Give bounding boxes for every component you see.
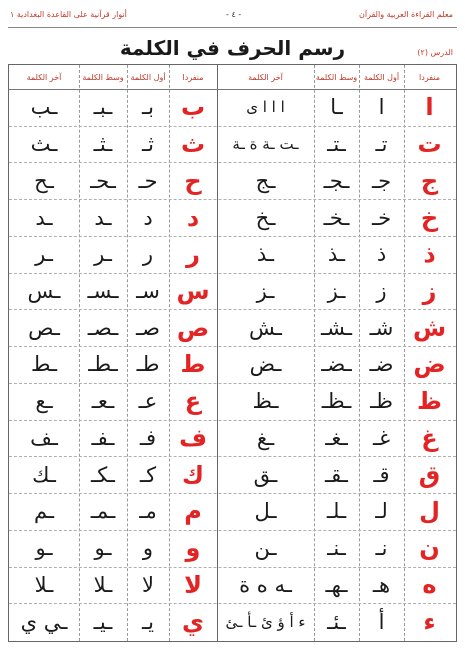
column-header-medial: وسط الكلمة	[82, 72, 124, 82]
letter-form: ـط	[30, 352, 58, 377]
header-series-title: أنوار قرآنية على القاعدة البغدادية ١	[10, 10, 127, 19]
isolated-letter: ا	[425, 93, 434, 122]
letter-form: ـح	[34, 168, 54, 193]
isolated-letter: ع	[184, 387, 202, 416]
header-divider	[8, 27, 457, 28]
page-number: - ٤ -	[226, 10, 242, 19]
lesson-label: الدرس (٢)	[417, 48, 453, 57]
isolated-letter: ق	[418, 460, 441, 489]
letter-form: ـمـ	[90, 499, 116, 524]
isolated-letter: ك	[182, 460, 204, 489]
letter-form: ـحـ	[90, 168, 116, 193]
letter-form: سـ	[136, 279, 160, 304]
isolated-letter: س	[176, 277, 210, 306]
isolated-letter: ف	[179, 423, 207, 452]
letter-form: ـضـ	[321, 352, 352, 377]
isolated-letter: ذ	[423, 240, 436, 269]
letter-form: نـ	[375, 536, 388, 561]
letter-form: ـذ	[256, 242, 275, 267]
letter-form: لـ	[375, 499, 388, 524]
letter-form: ـلا	[93, 572, 113, 597]
letter-form: صـ	[136, 315, 160, 340]
isolated-letter: ظ	[417, 387, 442, 416]
isolated-letter: و	[185, 534, 201, 563]
letter-form: د	[143, 205, 153, 230]
letter-form: ـل	[254, 499, 277, 524]
column-header-initial: أول الكلمة	[363, 72, 400, 82]
letter-form: ـث	[30, 132, 58, 157]
isolated-letter: ز	[422, 277, 437, 306]
letter-form: ـد	[35, 205, 53, 230]
letter-form: بـ	[142, 95, 154, 120]
letter-form: ـثـ	[93, 132, 113, 157]
letter-form: ر	[142, 242, 154, 267]
letter-form: أ	[378, 609, 385, 634]
letter-form: ـظ	[252, 389, 279, 414]
letter-form: لا	[142, 572, 154, 597]
isolated-letter: ث	[180, 130, 206, 159]
isolated-letter: ب	[180, 93, 206, 122]
letter-form: ـلا	[34, 572, 54, 597]
letter-forms-table	[8, 64, 457, 642]
letter-form: كـ	[139, 462, 157, 487]
letter-form: ـص	[28, 315, 60, 340]
letter-form: ا	[378, 95, 385, 120]
page-title: رسم الحرف في الكلمة	[119, 36, 346, 60]
isolated-letter: غ	[421, 423, 438, 452]
letter-form: ـو	[35, 536, 53, 561]
letter-form: حـ	[138, 168, 158, 193]
letter-form: ظـ	[370, 389, 393, 414]
letter-form: ـجـ	[323, 168, 350, 193]
letter-form: غـ	[372, 425, 391, 450]
letter-form: ـز	[327, 279, 346, 304]
letter-form: ـيـ	[93, 609, 113, 634]
isolated-letter: ي	[182, 607, 204, 636]
column-header-final: آخر الكلمة	[26, 72, 62, 82]
letter-form: ضـ	[369, 352, 394, 377]
letter-form: هـ	[372, 572, 391, 597]
letter-form: ء أ ؤ ئ ـأ ـئ	[225, 612, 306, 631]
letter-form: ـكـ	[91, 462, 115, 487]
letter-form: ـبـ	[93, 95, 113, 120]
isolated-letter: ح	[184, 166, 202, 195]
letter-form: ـا	[330, 95, 343, 120]
letter-form: تـ	[375, 132, 388, 157]
column-header-initial: أول الكلمة	[130, 72, 166, 82]
letter-form: ـج	[255, 168, 276, 193]
letter-form: ـظـ	[321, 389, 352, 414]
letter-form: ذ	[376, 242, 387, 267]
letter-form: ا ا ا ى	[246, 98, 285, 117]
letter-form: مـ	[139, 499, 157, 524]
letter-form: طـ	[136, 352, 160, 377]
isolated-letter: ل	[419, 497, 440, 526]
isolated-letter: ن	[419, 534, 440, 563]
letter-form: ـش	[249, 315, 282, 340]
isolated-letter: ص	[176, 313, 210, 342]
letter-form: ـئـ	[327, 609, 346, 634]
letter-form: ـي ي	[20, 609, 68, 634]
isolated-letter: ه	[422, 570, 437, 599]
letter-form: و	[142, 536, 154, 561]
letter-form: خـ	[371, 205, 392, 230]
letter-form: فـ	[139, 425, 157, 450]
header-book-title: معلم القراءة العربية والقرآن	[359, 10, 453, 19]
letter-form: شـ	[369, 315, 394, 340]
isolated-letter: م	[184, 497, 202, 526]
letter-form: ـغـ	[325, 425, 348, 450]
letter-form: ـق	[253, 462, 278, 487]
isolated-letter: ت	[417, 130, 442, 159]
column-header-final: آخر الكلمة	[248, 72, 283, 82]
letter-form: ـه ه ة	[239, 572, 292, 597]
letter-form: ـفـ	[91, 425, 115, 450]
letter-form: ـصـ	[87, 315, 119, 340]
letter-form: ـشـ	[320, 315, 353, 340]
letter-form: ـذ	[327, 242, 346, 267]
column-header-isolated: منفردا	[182, 72, 204, 82]
isolated-letter: ش	[412, 313, 447, 342]
letter-form: ـخ	[255, 205, 276, 230]
letter-form: ـو	[94, 536, 112, 561]
letter-form: ـع	[35, 389, 53, 414]
letter-form: ـتـ	[327, 132, 346, 157]
letter-form: ـغ	[256, 425, 275, 450]
letter-form: ـر	[94, 242, 112, 267]
letter-form: ـت ـة ة ـة	[232, 135, 299, 154]
letter-form: ـقـ	[325, 462, 348, 487]
letter-form: ـس	[27, 279, 61, 304]
letter-form: ـلـ	[326, 499, 347, 524]
letter-form: ـم	[33, 499, 55, 524]
isolated-letter: ج	[420, 166, 439, 195]
letter-form: ـهـ	[325, 572, 348, 597]
letter-form: ـنـ	[327, 536, 346, 561]
letter-form: ـر	[35, 242, 53, 267]
isolated-letter: ء	[423, 607, 436, 636]
column-header-isolated: منفردا	[419, 72, 440, 82]
letter-form: ـعـ	[91, 389, 115, 414]
letter-form: يـ	[142, 609, 154, 634]
letter-form: عـ	[138, 389, 158, 414]
isolated-letter: د	[186, 203, 200, 232]
column-header-medial: وسط الكلمة	[315, 72, 358, 82]
isolated-letter: ط	[180, 350, 206, 379]
letter-form: ـب	[30, 95, 58, 120]
isolated-letter: خ	[420, 203, 439, 232]
letter-form: ـطـ	[88, 352, 118, 377]
isolated-letter: ض	[413, 350, 446, 379]
letter-form: ـن	[254, 536, 277, 561]
letter-form: ـض	[249, 352, 282, 377]
letter-form: قـ	[373, 462, 390, 487]
isolated-letter: لا	[184, 570, 202, 599]
letter-form: ـز	[256, 279, 275, 304]
letter-form: ـك	[32, 462, 56, 487]
letter-form: ـسـ	[87, 279, 119, 304]
letter-form: ـف	[30, 425, 58, 450]
isolated-letter: ر	[186, 240, 200, 269]
letter-form: ثـ	[142, 132, 154, 157]
letter-form: جـ	[371, 168, 392, 193]
letter-form: ـخـ	[323, 205, 350, 230]
letter-form: ز	[376, 279, 387, 304]
letter-form: ـد	[94, 205, 112, 230]
